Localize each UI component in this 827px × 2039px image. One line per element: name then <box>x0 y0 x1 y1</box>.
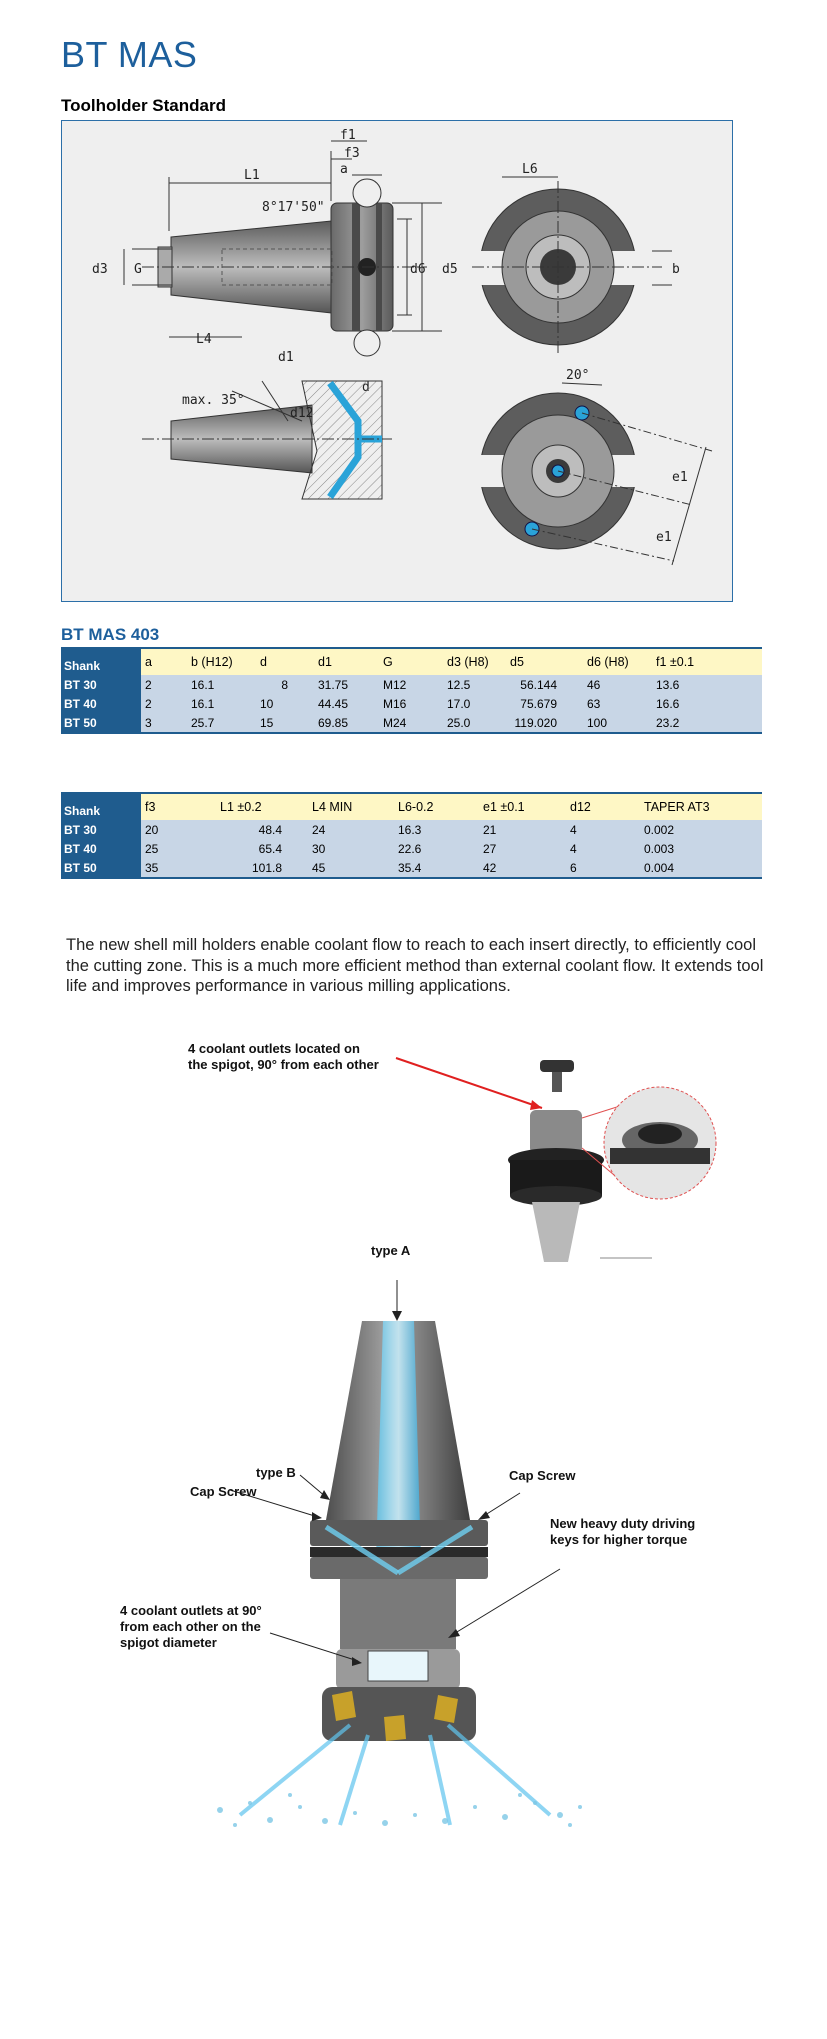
table-cell: 16.6 <box>652 694 762 713</box>
table-cell: 20 <box>141 820 216 839</box>
dim-e1-top: e1 <box>672 470 688 485</box>
table-cell: 16.1 <box>187 675 256 694</box>
dim-G: G <box>134 262 142 277</box>
table-cell: 25 <box>141 839 216 858</box>
table-cell: 8 <box>256 675 314 694</box>
table-cell: 75.679 <box>506 694 583 713</box>
table-cell: 0.003 <box>640 839 762 858</box>
table-cell: 35 <box>141 858 216 878</box>
table-cell: M24 <box>379 713 443 733</box>
table-row <box>61 820 762 839</box>
table-cell: M12 <box>379 675 443 694</box>
side-view <box>92 128 458 395</box>
table-cell: 16.1 <box>187 694 256 713</box>
dim-d5: d5 <box>442 262 458 277</box>
table-cell: 2 <box>141 675 187 694</box>
table-cell: 24 <box>308 820 394 839</box>
table-cell: 0.002 <box>640 820 762 839</box>
dim-max35: max. 35° <box>182 393 245 408</box>
technical-drawing <box>61 120 733 602</box>
table-header-cell: G <box>379 648 443 675</box>
dim-d3: d3 <box>92 262 108 277</box>
dim-a: a <box>340 162 348 177</box>
callout-spigot-line2: the spigot, 90° from each other <box>188 1057 379 1072</box>
dim-L4: L4 <box>196 332 212 347</box>
callout-cap-screw-right: Cap Screw <box>509 1468 576 1483</box>
table-header-cell: d12 <box>566 793 640 820</box>
dim-e1-bottom: e1 <box>656 530 672 545</box>
dim-20deg: 20° <box>566 368 590 383</box>
table-row <box>61 858 762 878</box>
end-view-coolant <box>466 368 712 565</box>
page-title: BT MAS <box>61 34 198 75</box>
spec-table-2 <box>61 792 762 879</box>
table-row <box>61 694 762 713</box>
table-header-cell: Shank <box>61 793 141 820</box>
table-cell: BT 30 <box>61 675 141 694</box>
table-cell: 4 <box>566 839 640 858</box>
table-header-cell: d <box>256 648 314 675</box>
technical-drawing-svg <box>62 121 734 603</box>
table-cell: M16 <box>379 694 443 713</box>
table-cell: 21 <box>479 820 566 839</box>
table-cell: 2 <box>141 694 187 713</box>
callout-keys-line1: New heavy duty driving <box>550 1516 696 1531</box>
table-header-row <box>61 793 762 820</box>
table-cell: BT 40 <box>61 694 141 713</box>
dim-d12: d12 <box>290 406 314 421</box>
table-cell: 15 <box>256 713 314 733</box>
table-header-cell: L6-0.2 <box>394 793 479 820</box>
table-cell: 46 <box>583 675 652 694</box>
table-cell: 25.7 <box>187 713 256 733</box>
dim-f3: f3 <box>344 146 360 161</box>
table-cell: 0.004 <box>640 858 762 878</box>
table-cell: 56.144 <box>506 675 583 694</box>
table-cell: 3 <box>141 713 187 733</box>
dim-L6: L6 <box>522 162 538 177</box>
dim-d6: d6 <box>410 262 426 277</box>
table-cell: BT 40 <box>61 839 141 858</box>
callout-outlets-line3: spigot diameter <box>120 1635 217 1650</box>
table-cell: 13.6 <box>652 675 762 694</box>
pointer-arrow <box>396 1058 542 1108</box>
table-header-cell: Shank <box>61 648 141 675</box>
table-cell: 42 <box>479 858 566 878</box>
section-heading: BT MAS 403 <box>61 625 160 644</box>
table-header-cell: TAPER AT3 <box>640 793 762 820</box>
table-header-cell: d1 <box>314 648 379 675</box>
dim-L1: L1 <box>244 168 260 183</box>
table-cell: 63 <box>583 694 652 713</box>
table-cell: 30 <box>308 839 394 858</box>
callout-driving-keys <box>550 1516 695 1548</box>
table-cell: 31.75 <box>314 675 379 694</box>
table-header-cell: d6 (H8) <box>583 648 652 675</box>
table-cell: 25.0 <box>443 713 506 733</box>
table-cell: 35.4 <box>394 858 479 878</box>
table-header-cell: d3 (H8) <box>443 648 506 675</box>
table-cell: BT 50 <box>61 858 141 878</box>
table-header-cell: e1 ±0.1 <box>479 793 566 820</box>
page-subtitle: Toolholder Standard <box>61 96 226 115</box>
callout-keys-line2: keys for higher torque <box>550 1532 688 1547</box>
table-header-cell: f3 <box>141 793 216 820</box>
description-paragraph: The new shell mill holders enable coolant flow to reach to each insert directly, to efficiently cool the cutting zone. This is a much more efficient method than external coolant flow. It extends tool life and improves performance in various milling applications. <box>66 936 764 995</box>
table-cell: 6 <box>566 858 640 878</box>
callout-spigot <box>188 1041 379 1073</box>
table-header-cell: a <box>141 648 187 675</box>
dim-angle: 8°17'50" <box>262 200 325 215</box>
table-row <box>61 675 762 694</box>
end-view <box>466 162 680 353</box>
table-cell: 23.2 <box>652 713 762 733</box>
table-cell: 16.3 <box>394 820 479 839</box>
table-header-cell: b (H12) <box>187 648 256 675</box>
table-cell: 22.6 <box>394 839 479 858</box>
table-row <box>61 839 762 858</box>
table-cell: 45 <box>308 858 394 878</box>
dim-d1: d1 <box>278 350 294 365</box>
table-cell: BT 30 <box>61 820 141 839</box>
table-cell: 65.4 <box>216 839 308 858</box>
callout-type-a: type A <box>371 1243 411 1258</box>
table-cell: 100 <box>583 713 652 733</box>
callout-cap-screw-left: Cap Screw <box>190 1484 257 1499</box>
table-cell: 44.45 <box>314 694 379 713</box>
callout-outlets-line1: 4 coolant outlets at 90° <box>120 1603 262 1618</box>
table-header-cell: L4 MIN <box>308 793 394 820</box>
table-header-cell: d5 <box>506 648 583 675</box>
table-header-cell: L1 ±0.2 <box>216 793 308 820</box>
callout-spigot-line1: 4 coolant outlets located on <box>188 1041 360 1056</box>
table-cell: 101.8 <box>216 858 308 878</box>
table-cell: 69.85 <box>314 713 379 733</box>
callout-outlets-line2: from each other on the <box>120 1619 261 1634</box>
spec-table-1 <box>61 647 762 734</box>
table-row <box>61 713 762 733</box>
table-cell: 27 <box>479 839 566 858</box>
table-header-row <box>61 648 762 675</box>
table-cell: BT 50 <box>61 713 141 733</box>
table-cell: 17.0 <box>443 694 506 713</box>
section-view <box>142 381 392 499</box>
callout-coolant-outlets <box>120 1603 262 1651</box>
table-cell: 48.4 <box>216 820 308 839</box>
table-cell: 12.5 <box>443 675 506 694</box>
table-cell: 10 <box>256 694 314 713</box>
dim-b: b <box>672 262 680 277</box>
table-header-cell: f1 ±0.1 <box>652 648 762 675</box>
dim-f1: f1 <box>340 128 356 143</box>
callout-type-b: type B <box>256 1465 296 1480</box>
table-cell: 119.020 <box>506 713 583 733</box>
table-cell: 4 <box>566 820 640 839</box>
